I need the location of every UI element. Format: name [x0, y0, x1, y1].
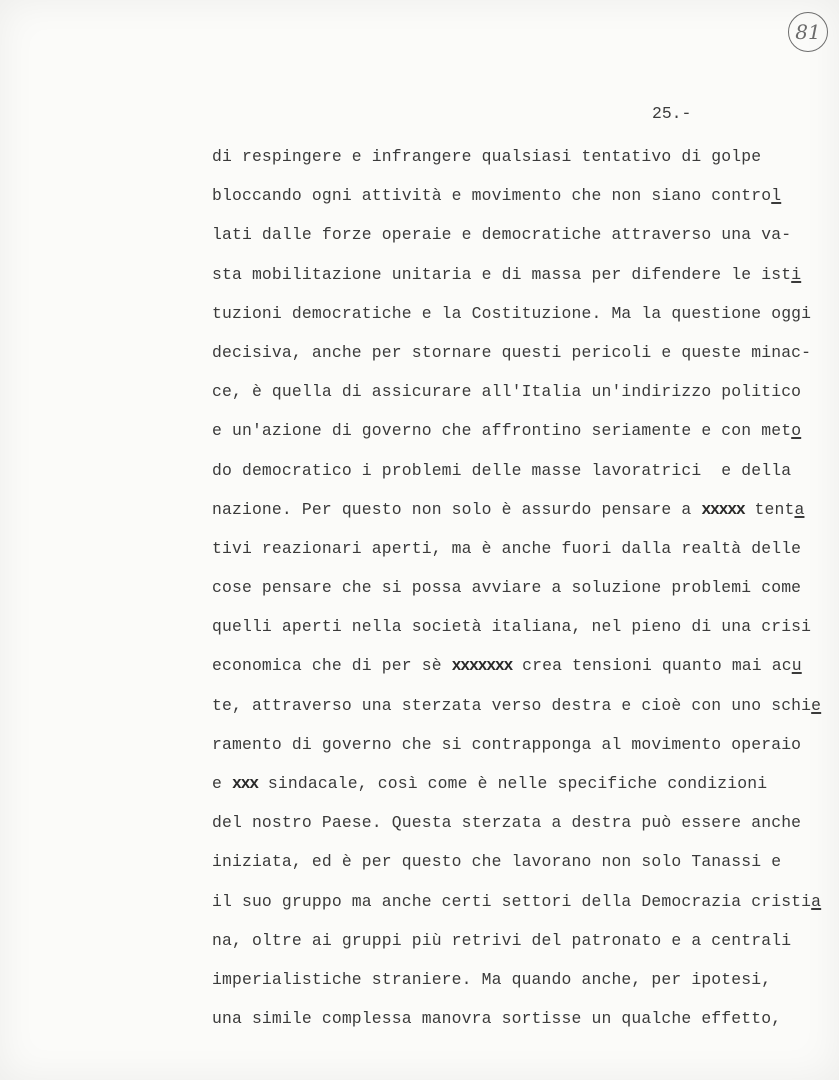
underlined-char: l [771, 186, 782, 206]
text-segment: sindacale, così come è nelle specifiche condizioni [257, 774, 768, 793]
text-segment: quelli aperti nella società italiana, nel pieno di una crisi [212, 617, 812, 637]
text-segment: una simile complessa manovra sortisse un qualche effetto, [212, 1009, 782, 1029]
text-segment: na, oltre ai gruppi più retrivi del patronato e a centrali [212, 930, 792, 950]
text-line [212, 967, 812, 1006]
text-segment: iniziata, ed è per questo che lavorano non solo Tanassi e [212, 852, 782, 872]
text-line [212, 536, 812, 575]
text-line [212, 379, 812, 418]
text-line [212, 732, 812, 771]
text-segment: economica che di per sè [212, 656, 452, 676]
stamp-number: 81 [795, 20, 821, 44]
text-segment: ce, è quella di assicurare all'Italia un'indirizzo politico [212, 382, 802, 402]
struck-out-word: xxxxx [701, 499, 745, 519]
text-line [212, 614, 812, 653]
text-line [212, 222, 812, 261]
text-segment: di respingere e infrangere qualsiasi tentativo di golpe [212, 147, 762, 166]
text-segment: e un'azione di governo che affrontino seriamente e con met [212, 421, 792, 441]
body-text [212, 144, 822, 1045]
text-segment: lati dalle forze operaie e democratiche attraverso una va- [212, 225, 792, 245]
text-line [212, 418, 812, 457]
text-line [212, 144, 812, 183]
text-line [212, 771, 812, 810]
text-segment: tent [744, 499, 795, 519]
text-segment: ramento di governo che si contrapponga al movimento operaio [212, 734, 802, 754]
text-line [212, 849, 812, 888]
text-segment: do democratico i problemi delle masse lavoratrici e della [212, 460, 792, 480]
text-segment: tivi reazionari aperti, ma è anche fuori dalla realtà delle [212, 538, 802, 558]
text-line [212, 653, 812, 692]
text-line [212, 889, 822, 928]
text-segment: decisiva, anche per stornare questi pericoli e queste minac- [212, 342, 812, 362]
struck-out-word: xxxxxxx [451, 656, 513, 676]
text-segment: bloccando ogni attività e movimento che non siano contro [212, 186, 772, 206]
text-segment: te, attraverso una sterzata verso destra e cioè con uno schi [212, 695, 812, 715]
underlined-char: e [811, 695, 822, 715]
text-line [212, 810, 812, 849]
underlined-char: u [791, 656, 802, 676]
underlined-char: o [791, 421, 802, 441]
text-line [212, 183, 812, 222]
text-segment: il suo gruppo ma anche certi settori della Democrazia cristi [212, 891, 812, 911]
underlined-char: a [811, 891, 822, 911]
page-number: 25.- [652, 104, 692, 123]
text-segment: sta mobilitazione unitaria e di massa per difendere le ist [212, 264, 792, 284]
text-line [212, 575, 812, 614]
struck-out-word: xxx [231, 774, 258, 793]
text-line [212, 1006, 812, 1045]
underlined-char: i [791, 264, 802, 284]
text-line [212, 340, 812, 379]
text-segment: tuzioni democratiche e la Costituzione. Ma la questione oggi [212, 303, 812, 323]
text-line [212, 458, 812, 497]
text-line [212, 262, 812, 301]
text-segment: cose pensare che si possa avviare a soluzione problemi come [212, 578, 802, 598]
text-line [212, 301, 812, 340]
text-segment: e [212, 774, 232, 793]
text-segment: nazione. Per questo non solo è assurdo pensare a [212, 499, 702, 519]
text-line [212, 693, 822, 732]
text-segment: crea tensioni quanto mai ac [512, 656, 792, 676]
archive-stamp [788, 12, 828, 52]
text-segment: del nostro Paese. Questa sterzata a destra può essere anche [212, 813, 802, 833]
text-line [212, 928, 812, 967]
text-segment: imperialistiche straniere. Ma quando anche, per ipotesi, [212, 969, 772, 989]
underlined-char: a [794, 499, 805, 519]
text-line [212, 497, 812, 536]
